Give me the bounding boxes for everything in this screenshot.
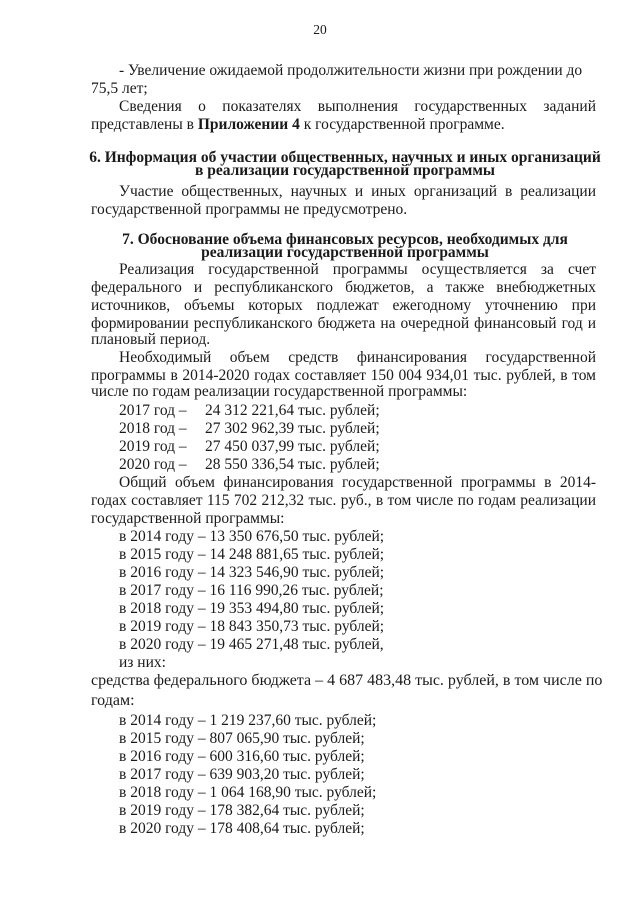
paragraph-line: числе по годам реализации государственной программы:: [91, 383, 468, 400]
of-them-label: из них:: [119, 654, 166, 671]
paragraph-line: годах составляет 115 702 212,32 тыс. руб., в том числе по годам реализации: [91, 492, 596, 509]
funding-year-row: [119, 420, 380, 438]
year-value: 24 312 221,64 тыс. рублей;: [205, 402, 380, 419]
federal-year-line: в 2014 году – 1 219 237,60 тыс. рублей;: [119, 712, 377, 729]
paragraph-line: Общий объем финансирования государственной программы в 2014-: [119, 474, 596, 491]
paragraph-line: Реализация государственной программы осуществляется за счет: [119, 261, 596, 278]
section-6-heading: в реализации государственной программы: [194, 162, 496, 179]
intro-text: к государственной программе.: [299, 116, 505, 133]
intro-line: - Увеличение ожидаемой продолжительности жизни при рождении до: [119, 62, 583, 79]
federal-year-line: в 2017 году – 639 903,20 тыс. рублей;: [119, 766, 365, 783]
paragraph-line: формировании республиканского бюджета на очередной финансовый год и: [91, 315, 596, 332]
page-number: 20: [313, 22, 327, 37]
funding-year-line: в 2018 году – 19 353 494,80 тыс. рублей;: [119, 600, 385, 617]
paragraph-line: государственной программы:: [91, 510, 285, 527]
funding-year-line: в 2015 году – 14 248 881,65 тыс. рублей;: [119, 546, 385, 563]
paragraph-line: государственной программы не предусмотрено.: [91, 201, 408, 218]
intro-text: представлены в: [91, 116, 198, 133]
federal-budget-line: годам:: [91, 692, 135, 709]
year-label: 2020 год –: [119, 456, 187, 473]
year-value: 28 550 336,54 тыс. рублей;: [205, 456, 380, 473]
paragraph-line: Необходимый объем средств финансирования государственной: [119, 349, 596, 366]
funding-year-row: [119, 438, 380, 456]
funding-year-line: в 2014 году – 13 350 676,50 тыс. рублей;: [119, 528, 385, 545]
year-value: 27 302 962,39 тыс. рублей;: [205, 420, 380, 437]
funding-year-line: в 2016 году – 14 323 546,90 тыс. рублей;: [119, 564, 385, 581]
year-label: 2019 год –: [119, 438, 187, 455]
intro-line: Сведения о показателях выполнения государственных заданий: [119, 98, 596, 115]
paragraph-line: источников, объемы которых подлежат ежегодному уточнению при: [91, 297, 596, 314]
funding-year-line: в 2019 году – 18 843 350,73 тыс. рублей;: [119, 618, 385, 635]
intro-line: 75,5 лет;: [91, 80, 148, 97]
section-7-heading: реализации государственной программы: [201, 244, 489, 261]
federal-year-line: в 2016 году – 600 316,60 тыс. рублей;: [119, 748, 365, 765]
federal-year-line: в 2019 году – 178 382,64 тыс. рублей;: [119, 802, 365, 819]
federal-year-line: в 2015 году – 807 065,90 тыс. рублей;: [119, 730, 365, 747]
paragraph-line: федерального и республиканского бюджетов, а также внебюджетных: [91, 279, 596, 296]
paragraph-line: программы в 2014-2020 годах составляет 150 004 934,01 тыс. рублей, в том: [91, 367, 596, 384]
paragraph-line: плановый период.: [91, 331, 211, 348]
federal-budget-line: средства федерального бюджета – 4 687 483,48 тыс. рублей, в том числе по: [91, 672, 603, 689]
funding-year-line: в 2017 году – 16 116 990,26 тыс. рублей;: [119, 582, 384, 599]
federal-year-line: в 2018 году – 1 064 168,90 тыс. рублей;: [119, 784, 377, 801]
funding-year-row: [119, 456, 380, 474]
year-label: 2018 год –: [119, 420, 187, 437]
federal-year-line: в 2020 году – 178 408,64 тыс. рублей;: [119, 820, 365, 837]
intro-line: [91, 116, 505, 134]
year-value: 27 450 037,99 тыс. рублей;: [205, 438, 380, 455]
funding-year-row: [119, 402, 380, 420]
section-7-heading: 7. Обоснование объема финансовых ресурсов, необходимых для: [122, 231, 568, 248]
appendix-reference: Приложении 4: [197, 116, 300, 133]
year-label: 2017 год –: [119, 402, 187, 419]
paragraph-line: Участие общественных, научных и иных организаций в реализации: [119, 183, 596, 200]
funding-year-line: в 2020 году – 19 465 271,48 тыс. рублей,: [119, 636, 384, 653]
section-6-heading: 6. Информация об участии общественных, научных и иных организаций: [89, 149, 601, 166]
